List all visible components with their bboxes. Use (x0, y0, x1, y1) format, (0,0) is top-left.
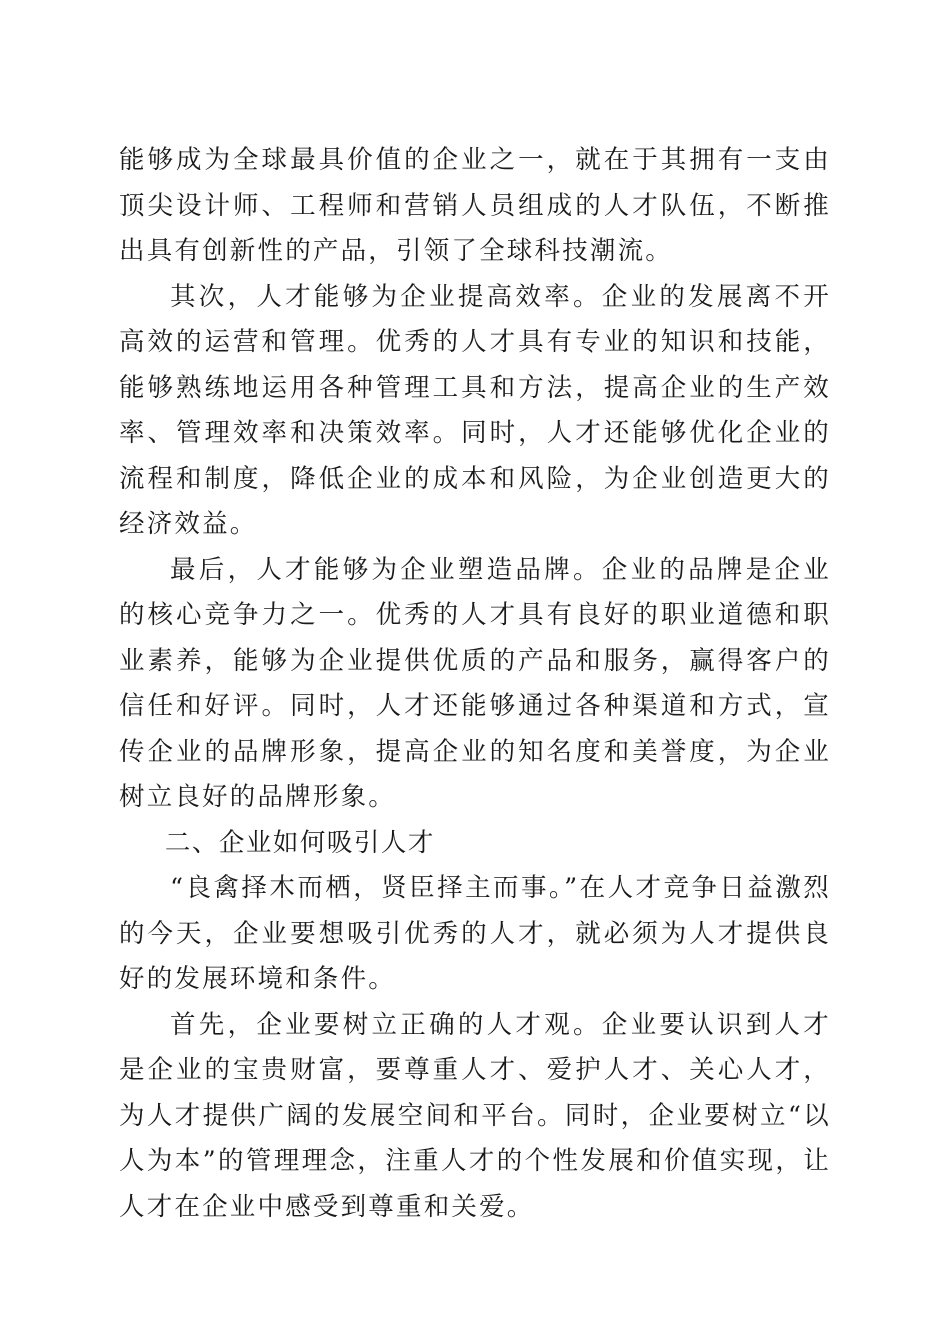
document-page (119, 138, 831, 1230)
body-paragraph-quote: “良禽择木而栖，贤臣择主而事。”在人才竞争日益激烈的今天，企业要想吸引优秀的人才，就必须为人才提供良好的发展环境和条件。 (119, 873, 831, 994)
body-paragraph-talent-view: 首先，企业要树立正确的人才观。企业要认识到人才是企业的宝贵财富，要尊重人才、爱护人才、关心人才，为人才提供广阔的发展空间和平台。同时，企业要树立“以人为本”的管理理念，注重人才的个性发展和价值实现，让人才在企业中感受到尊重和关爱。 (119, 1009, 831, 1222)
body-paragraph-efficiency: 其次，人才能够为企业提高效率。企业的发展离不开高效的运营和管理。优秀的人才具有专业的知识和技能，能够熟练地运用各种管理工具和方法，提高企业的生产效率、管理效率和决策效率。同时，人才还能够优化企业的流程和制度，降低企业的成本和风险，为企业创造更大的经济效益。 (119, 281, 831, 539)
body-paragraph-continuation: 能够成为全球最具价值的企业之一，就在于其拥有一支由顶尖设计师、工程师和营销人员组成的人才队伍，不断推出具有创新性的产品，引领了全球科技潮流。 (119, 145, 831, 266)
body-paragraph-brand: 最后，人才能够为企业塑造品牌。企业的品牌是企业的核心竞争力之一。优秀的人才具有良好的职业道德和职业素养，能够为企业提供优质的产品和服务，赢得客户的信任和好评。同时，人才还能够通过各种渠道和方式，宣传企业的品牌形象，提高企业的知名度和美誉度，为企业树立良好的品牌形象。 (119, 554, 831, 812)
section-heading: 二、企业如何吸引人才 (164, 827, 435, 858)
